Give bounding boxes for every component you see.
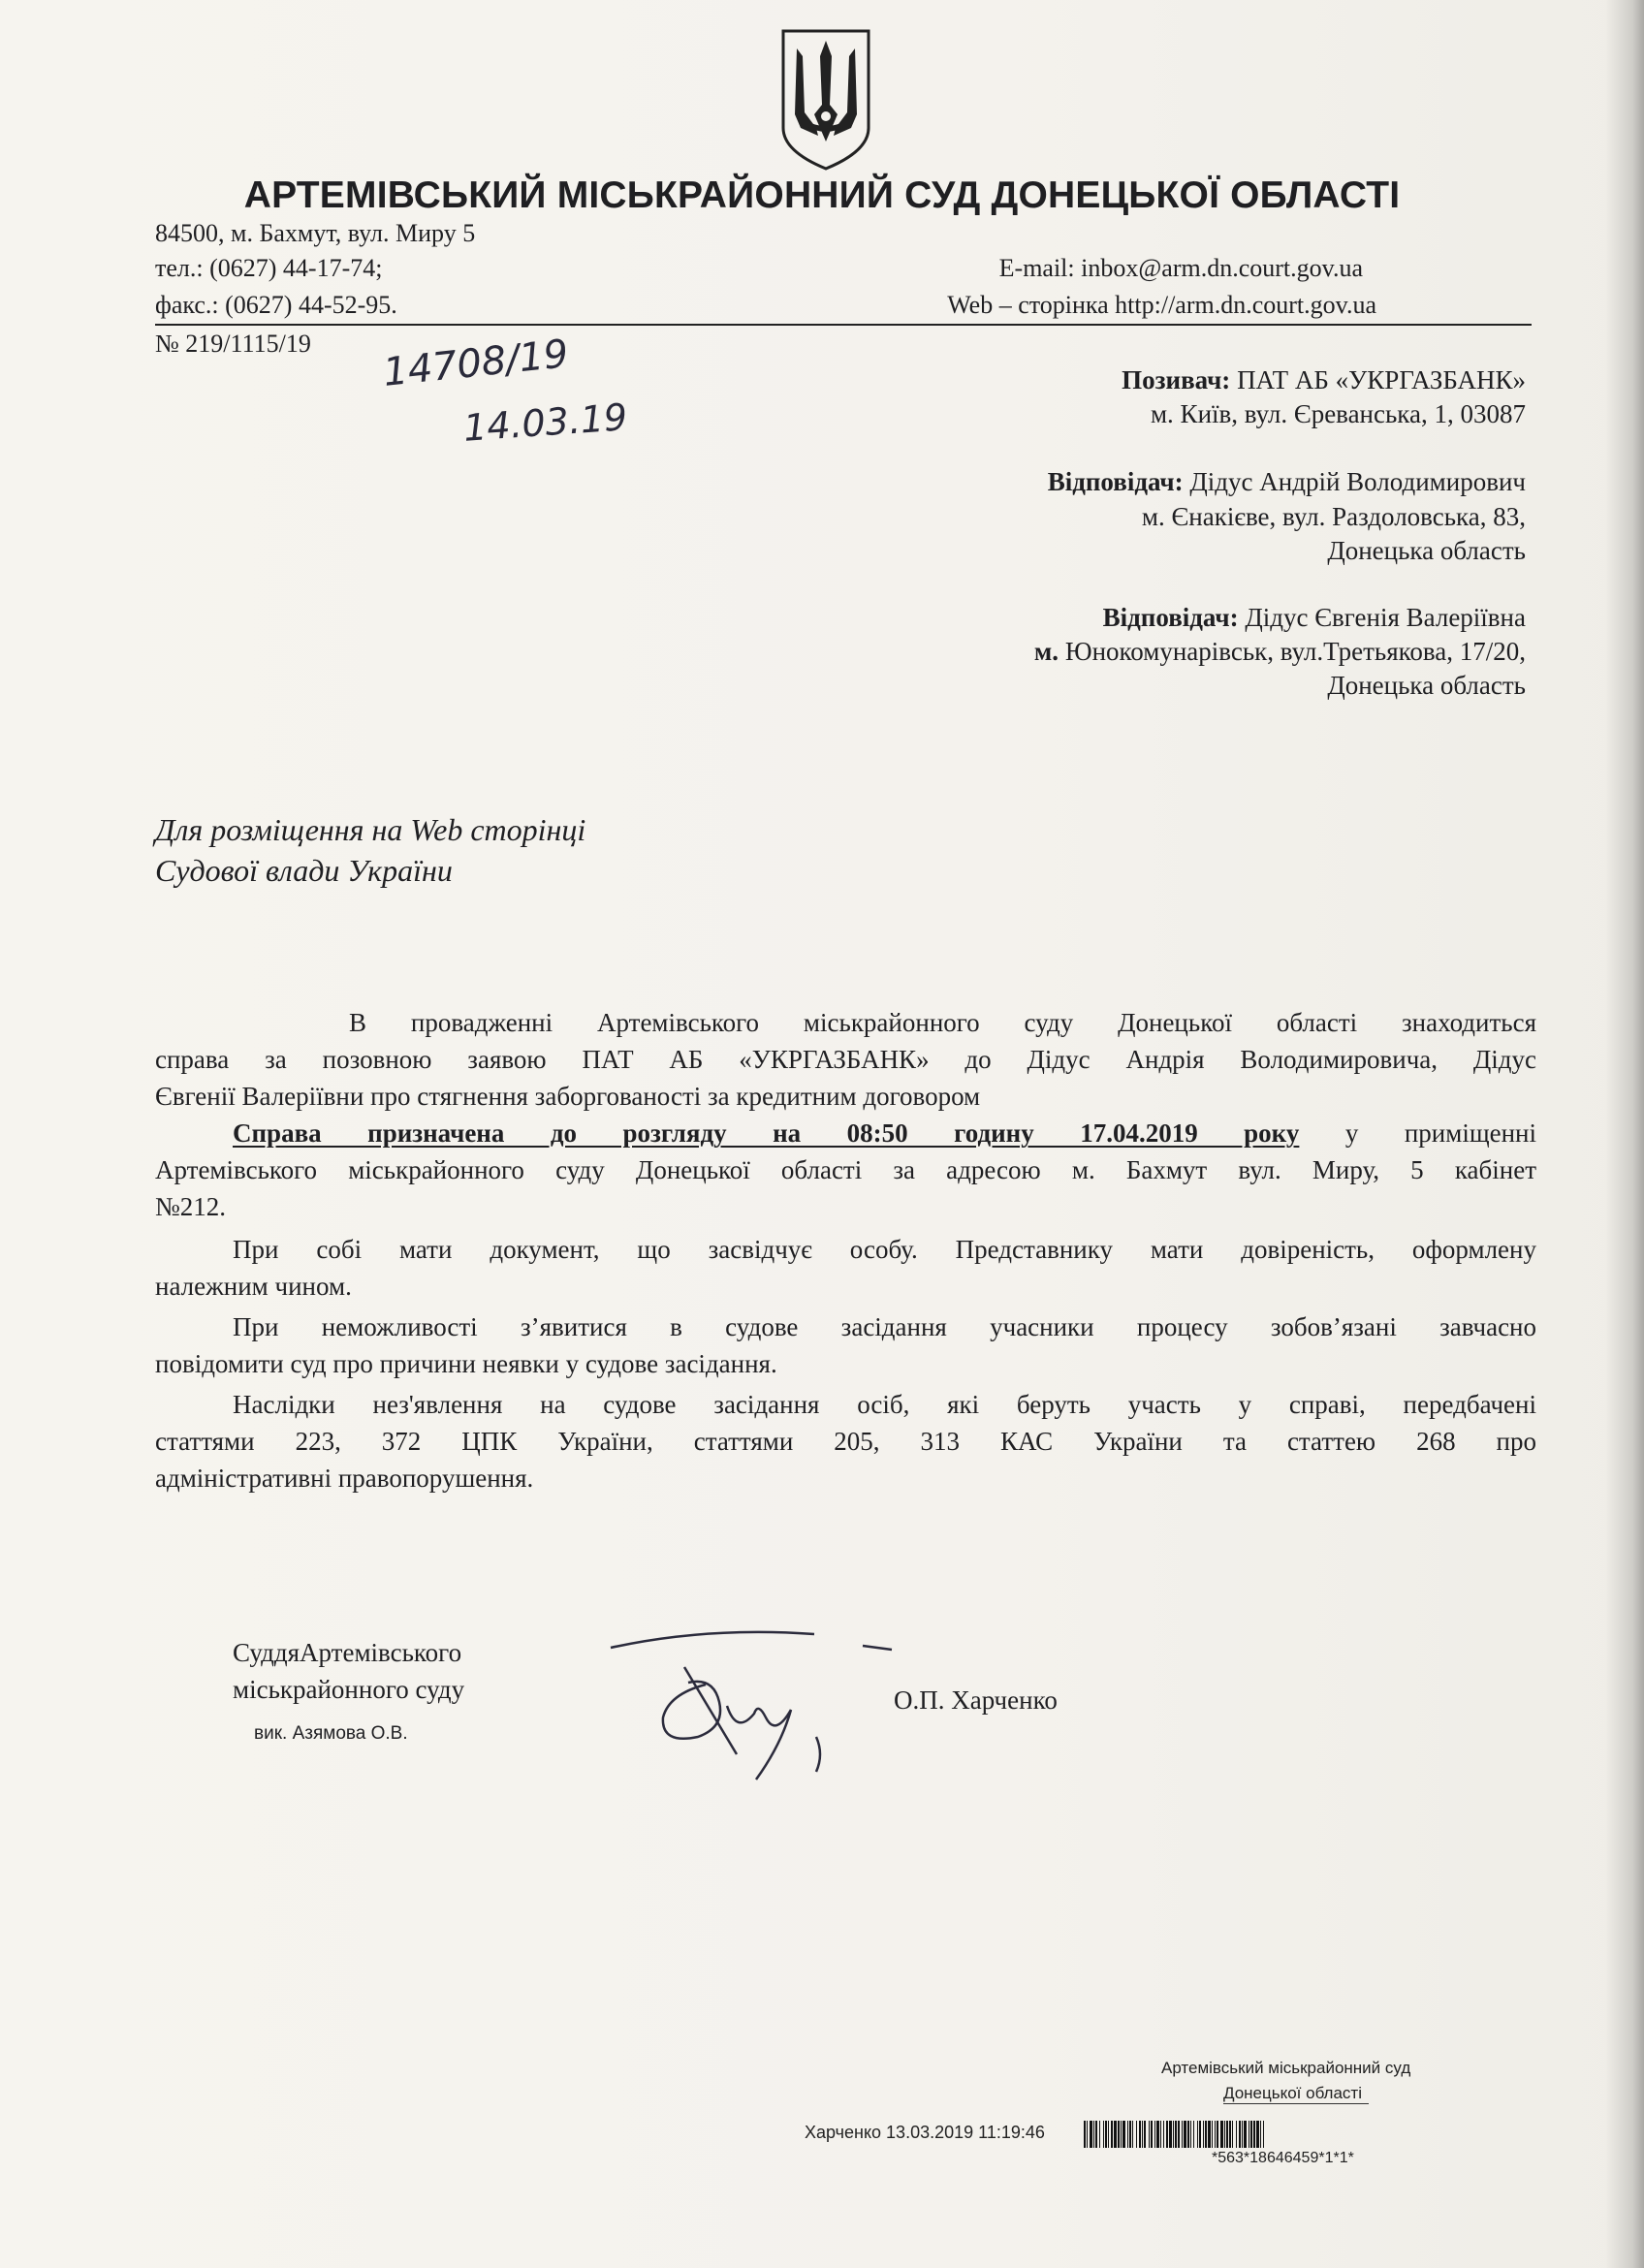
body-p5-line1: Наслідки нез'явлення на судове засідання осіб, які беруть участь у справі, передбачені [233,1390,1536,1419]
hearing-date-emphasis: Справа призначена до розгляду на 08:50 годину 17.04.2019 року [233,1118,1300,1148]
scan-edge-shadow [1605,0,1644,2268]
defendant1-line [1048,467,1526,497]
court-name-heading: АРТЕМІВСЬКИЙ МІСЬКРАЙОННИЙ СУД ДОНЕЦЬКОЇ ОБЛАСТІ [243,174,1401,216]
defendant1-address-line2: Донецька область [1327,536,1526,565]
court-email: E-mail: inbox@arm.dn.court.gov.ua [998,254,1363,282]
body-p5-line2: статтями 223, 372 ЦПК України, статтями 205, 313 КАС України та статтею 268 про [155,1427,1536,1456]
tryzub-emblem-icon [779,27,872,173]
body-p2-line1 [155,1115,1536,1151]
defendant1-address-line1: м. Єнакієве, вул. Раздоловська, 83, [1141,502,1526,531]
judge-name: О.П. Харченко [894,1685,1058,1715]
case-number: № 219/1115/19 [155,330,311,358]
executor-name: вик. Азямова О.В. [254,1723,408,1744]
plaintiff-label: Позивач: [1122,365,1231,394]
judge-title-line1: СуддяАртемівського [233,1638,462,1667]
stamp-court-line1: Артемівський міськрайонний суд [1161,2059,1411,2077]
stamp-registration-info: Харченко 13.03.2019 11:19:46 [805,2123,1045,2142]
body-p3-line2: належним чином. [155,1272,352,1301]
publication-note-line1: Для розміщення на Web сторінці [155,812,586,847]
stamp-court-line2: Донецької області [1223,2084,1362,2102]
body-p4-line2: повідомити суд про причини неявки у судове засідання. [155,1349,777,1378]
court-fax: факс.: (0627) 44-52-95. [155,291,397,319]
handwritten-reg-date: 14.03.19 [461,395,629,450]
defendant2-name: Дідус Євгенія Валеріївна [1245,603,1526,632]
stamp-underline [1223,2103,1369,2104]
defendant1-label: Відповідач: [1047,467,1184,496]
body-p3-line1: При собі мати документ, що засвідчує особу. Представнику мати довіреність, оформлену [233,1235,1536,1264]
plaintiff-address: м. Київ, вул. Єреванська, 1, 03087 [1150,399,1526,428]
body-p1-line3: Євгенії Валеріївни про стягнення заборгованості за кредитним договором [155,1082,981,1111]
defendant2-address-line1 [1034,637,1526,667]
defendant2-line [1103,603,1526,633]
defendant1-name: Дідус Андрій Володимирович [1189,467,1526,496]
court-website: Web – сторінка http://arm.dn.court.gov.ua [947,291,1376,319]
body-p4-line1: При неможливості з’явитися в судове засідання учасники процесу зобов’язані завчасно [233,1312,1536,1341]
body-p1-line2: справа за позовною заявою ПАТ АБ «УКРГАЗБАНК» до Дідус Андрія Володимировича, Дідус [155,1045,1536,1074]
court-phone: тел.: (0627) 44-17-74; [155,254,383,282]
handwritten-signature-icon [591,1609,921,1783]
court-address: 84500, м. Бахмут, вул. Миру 5 [155,219,476,247]
body-p5-line3: адміністративні правопорушення. [155,1464,534,1493]
body-paragraph-5 [155,1386,1536,1496]
body-p2-line2: Артемівського міськрайонного суду Донецької області за адресою м. Бахмут вул. Миру, 5 кабінет [155,1155,1536,1184]
defendant2-label: Відповідач: [1102,603,1239,632]
body-paragraph-2 [155,1115,1536,1225]
letterhead-divider [155,324,1532,326]
body-p1-line1: В провадженні Артемівського міськрайонного суду Донецької області знаходиться [349,1008,1536,1037]
body-paragraph-1 [155,1004,1536,1115]
defendant2-address-text: Юнокомунарівськ, вул.Третьякова, 17/20, [1064,637,1526,666]
body-p2-line1-rest: у приміщенні [1299,1118,1536,1148]
judge-title-line2: міськрайонного суду [233,1675,465,1704]
handwritten-reg-number: 14708/19 [381,331,571,395]
defendant2-address-line2: Донецька область [1327,671,1526,700]
body-paragraph-4 [155,1308,1536,1382]
publication-note-line2: Судової влади України [155,853,453,888]
plaintiff-line [1122,365,1526,395]
body-paragraph-3 [155,1231,1536,1305]
body-p2-line3: №212. [155,1192,227,1221]
defendant2-address-prefix: м. [1033,637,1059,666]
barcode-text: *563*18646459*1*1* [1212,2150,1354,2166]
registration-barcode [1084,2121,1549,2148]
plaintiff-name: ПАТ АБ «УКРГАЗБАНК» [1237,365,1526,394]
